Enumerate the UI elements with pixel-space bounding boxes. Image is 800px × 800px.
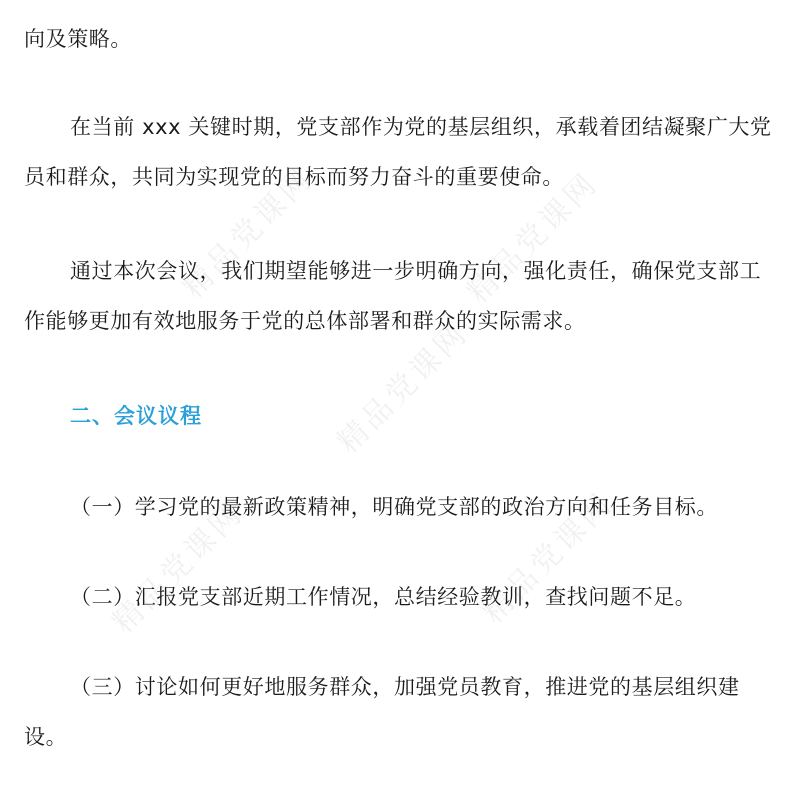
agenda-item-2: （二）汇报党支部近期工作情况，总结经验教训，查找问题不足。 <box>70 585 697 609</box>
paragraph-context: 在当前 xxx 关键时期，党支部作为党的基层组织，承载着团结凝聚广大党员和群众，共同为实现党的目标而努力奋斗的重要使命。 <box>24 115 772 189</box>
agenda-item-1: （一）学习党的最新政策精神，明确党支部的政治方向和任务目标。 <box>70 495 718 519</box>
watermark: 精品党课网 <box>105 495 251 641</box>
watermark: 精品党课网 <box>460 165 606 311</box>
paragraph-goal: 通过本次会议，我们期望能够进一步明确方向，强化责任，确保党支部工作能够更加有效地服务于党的总体部署和群众的实际需求。 <box>24 259 762 333</box>
paragraph-tail: 向及策略。 <box>24 27 132 51</box>
watermark: 精品党课网 <box>175 160 321 306</box>
watermark: 精品党课网 <box>330 315 476 461</box>
watermark: 精品党课网 <box>475 485 621 631</box>
agenda-item-3: （三）讨论如何更好地服务群众，加强党员教育，推进党的基层组织建设。 <box>24 675 740 749</box>
section-heading: 二、会议议程 <box>70 404 202 428</box>
